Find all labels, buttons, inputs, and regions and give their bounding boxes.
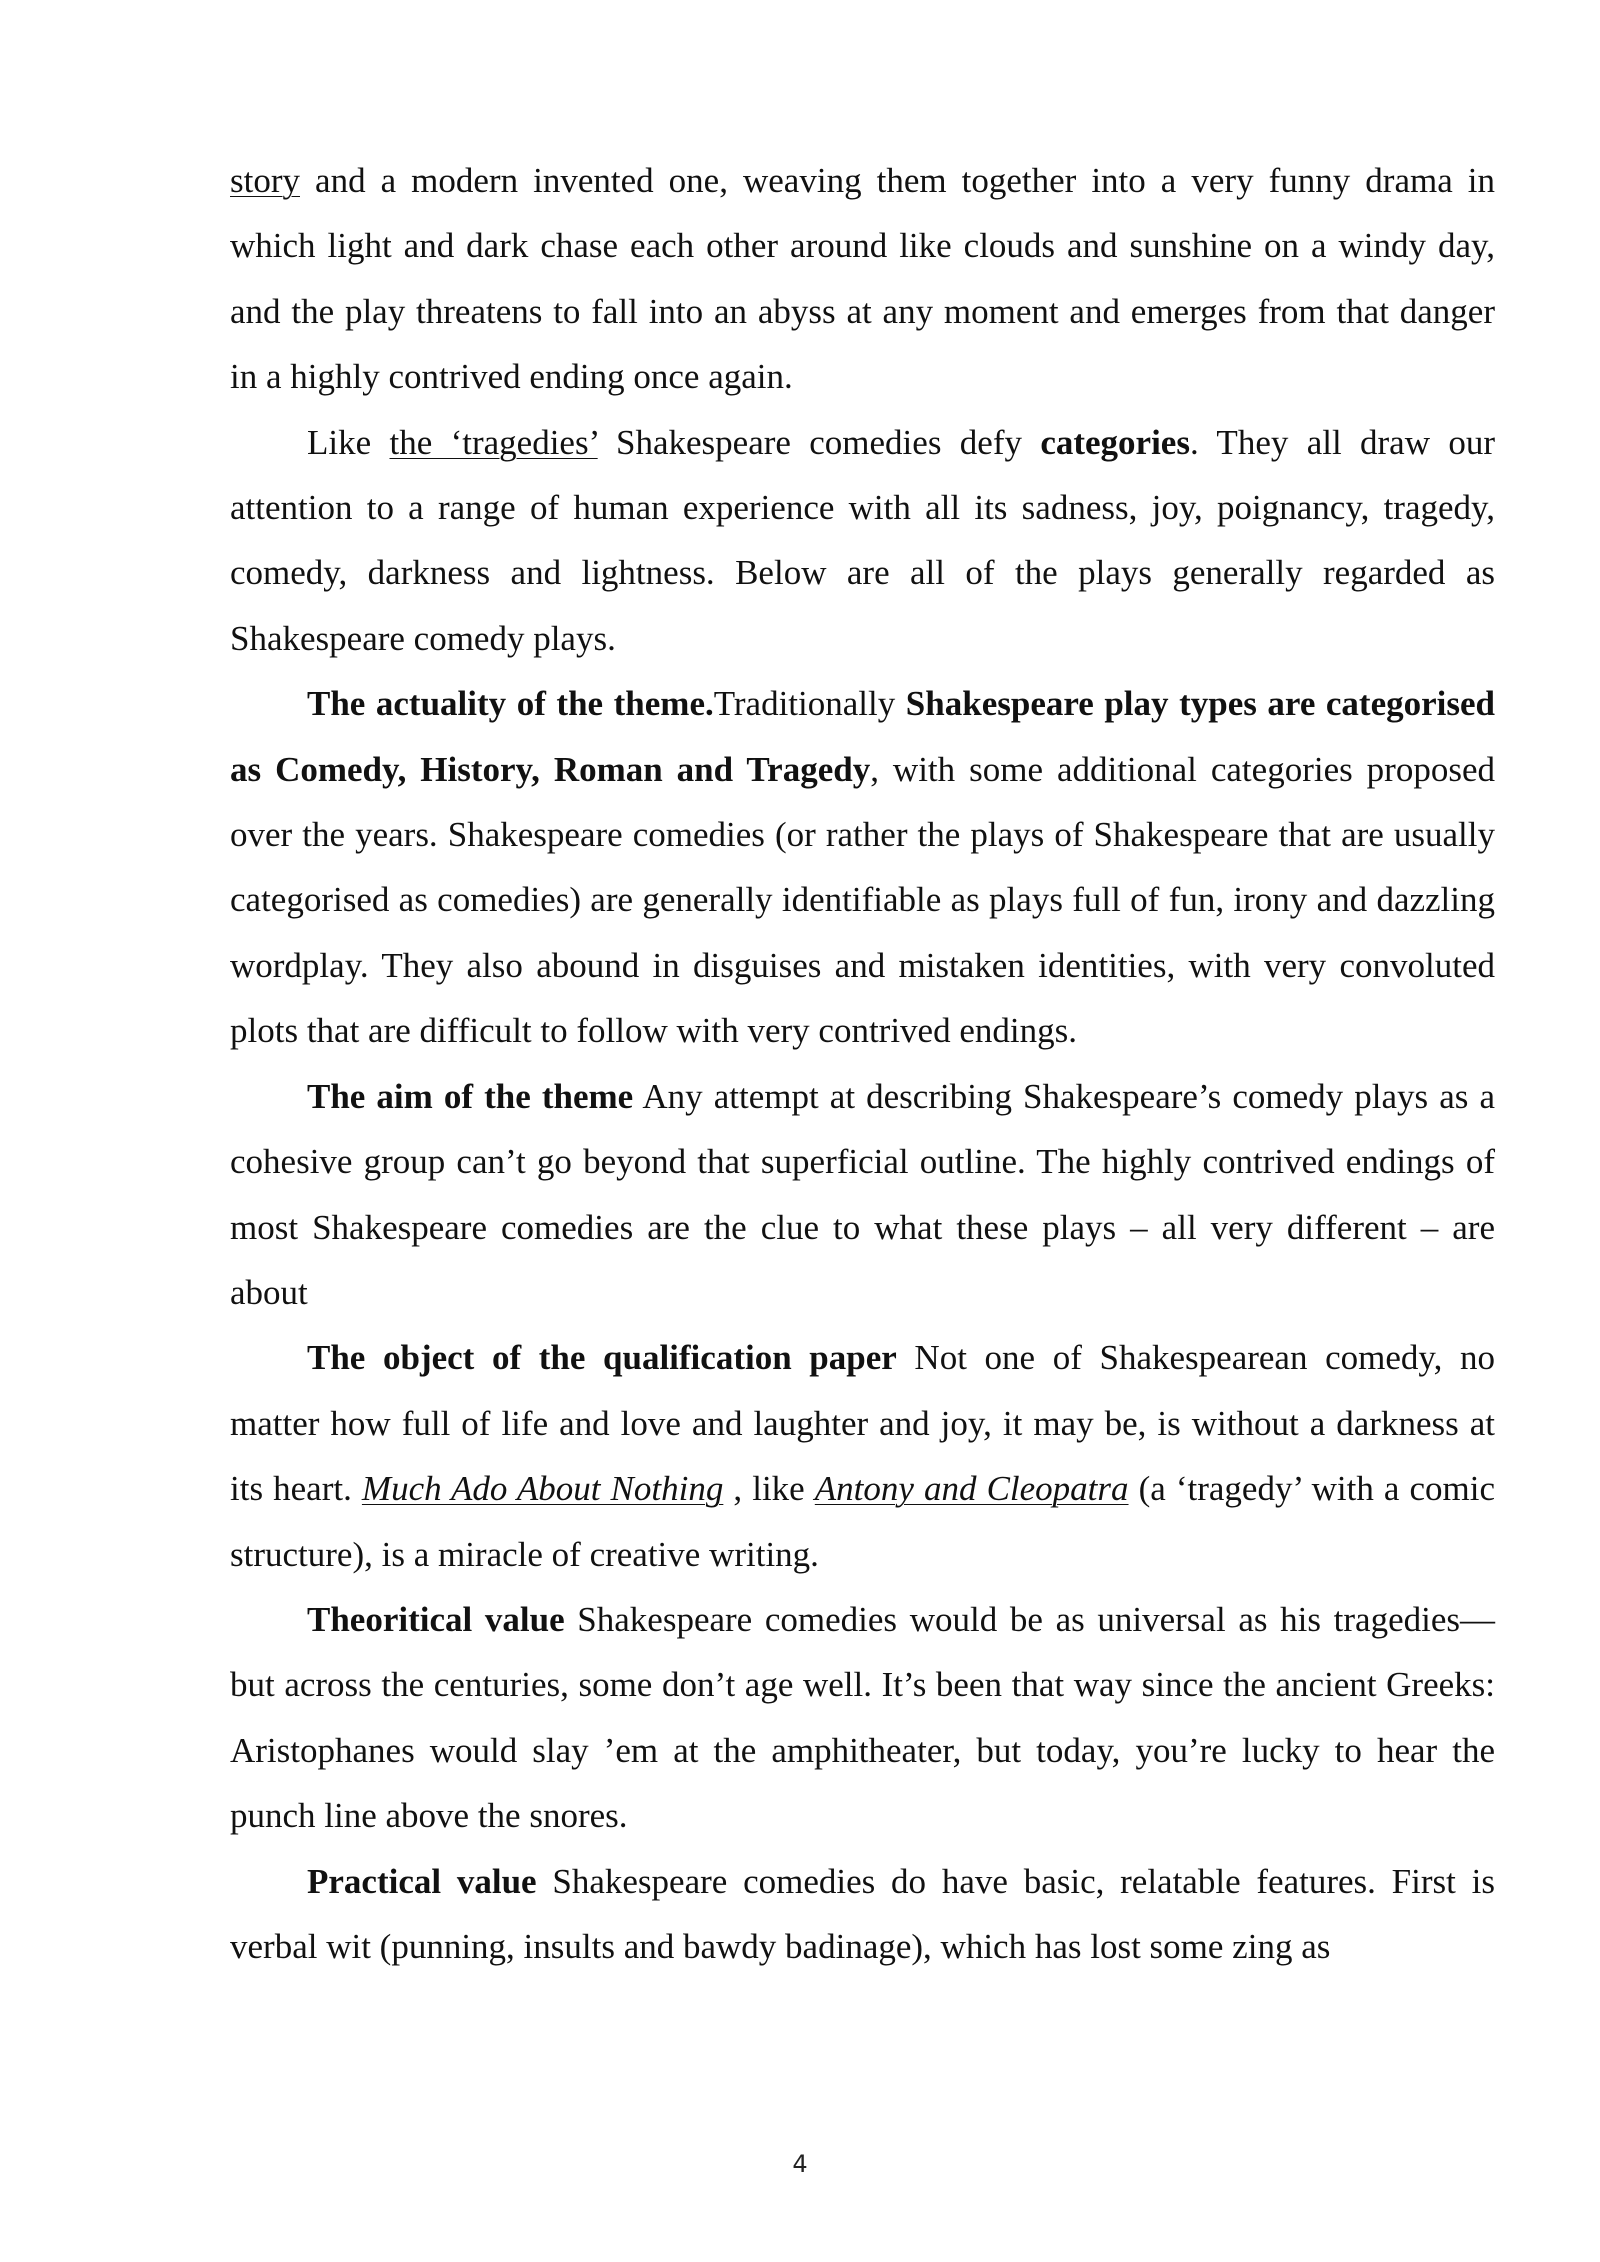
paragraph-text: , with some additional categories proposed over the years. Shakespeare comedies (or rather the plays of Shakespeare that are usually categorised as comedies) are generally identifiable as plays full of fun, irony and dazzling wordplay. They also abound in disguises and mistaken identities, with very convoluted plots that are difficult to follow with very contrived endings. [230,749,1495,1051]
paragraph-text: , like [723,1469,815,1509]
paragraph-text: and a modern invented one, weaving them together into a very funny drama in which light and dark chase each other around like clouds and sunshine on a windy day, and the play threatens to fall into an abyss at any moment and emerges from that danger in a highly contrived ending once again. [230,161,1495,397]
section-heading: Theoritical value [307,1599,565,1639]
paragraph-actuality [230,671,1495,1063]
paragraph-text: Not one of Shakespearean comedy, no matter how full of life and love and laughter and joy, it may be, is without a darkness at its heart. [230,1338,1495,1509]
story-link[interactable]: story [230,161,300,200]
paragraph-categories [230,410,1495,672]
paragraph-text: Like [307,422,390,462]
section-heading: The actuality of the theme. [307,684,714,724]
paragraph-story [230,148,1495,410]
bold-term: categories [1040,422,1190,462]
paragraph-text: . They all draw our attention to a range of human experience with all its sadness, joy, poignancy, tragedy, comedy, darkness and lightness. Below are all of the plays generally regarded as Shakespeare comedy plays. [230,422,1495,658]
much-ado-title-link[interactable]: Much Ado About Nothing [361,1469,724,1509]
paragraph-text: Shakespeare comedies would be as universal as his tragedies—but across the centuries, some don’t age well. It’s been that way since the ancient Greeks: Aristophanes would slay ’em at the amphitheater, but today, you’re lucky to hear the punch line above the snores. [230,1599,1496,1836]
section-heading: Practical value [307,1861,537,1901]
tragedies-link[interactable]: the ‘tragedies’ [389,422,598,462]
section-heading: The object of the qualification paper [307,1338,897,1378]
paragraph-practical [230,1849,1495,1980]
body-text [230,148,1495,1979]
paragraph-object [230,1325,1495,1587]
paragraph-text: Traditionally [713,684,906,724]
paragraph-theoretical [230,1587,1495,1849]
paragraph-aim [230,1064,1495,1326]
paragraph-text: (a ‘tragedy’ with a comic structure), is a miracle of creative writing. [230,1469,1496,1574]
page-number: 4 [792,2150,808,2178]
paragraph-text: Shakespeare comedies defy [597,422,1041,462]
section-heading: The aim of the theme [307,1076,634,1116]
paragraph-text: Any attempt at describing Shakespeare’s comedy plays as a cohesive group can’t go beyond that superficial outline. The highly contrived endings of most Shakespeare comedies are the clue to what these plays – all very different – are about [230,1076,1495,1312]
antony-cleopatra-title-link[interactable]: Antony and Cleopatra [814,1469,1129,1509]
paragraph-text: Shakespeare comedies do have basic, relatable features. First is verbal wit (punning, insults and bawdy badinage), which has lost some zing as [230,1861,1495,1966]
bold-phrase: Shakespeare play types are categorised as Comedy, History, Roman and Tragedy [230,684,1496,789]
